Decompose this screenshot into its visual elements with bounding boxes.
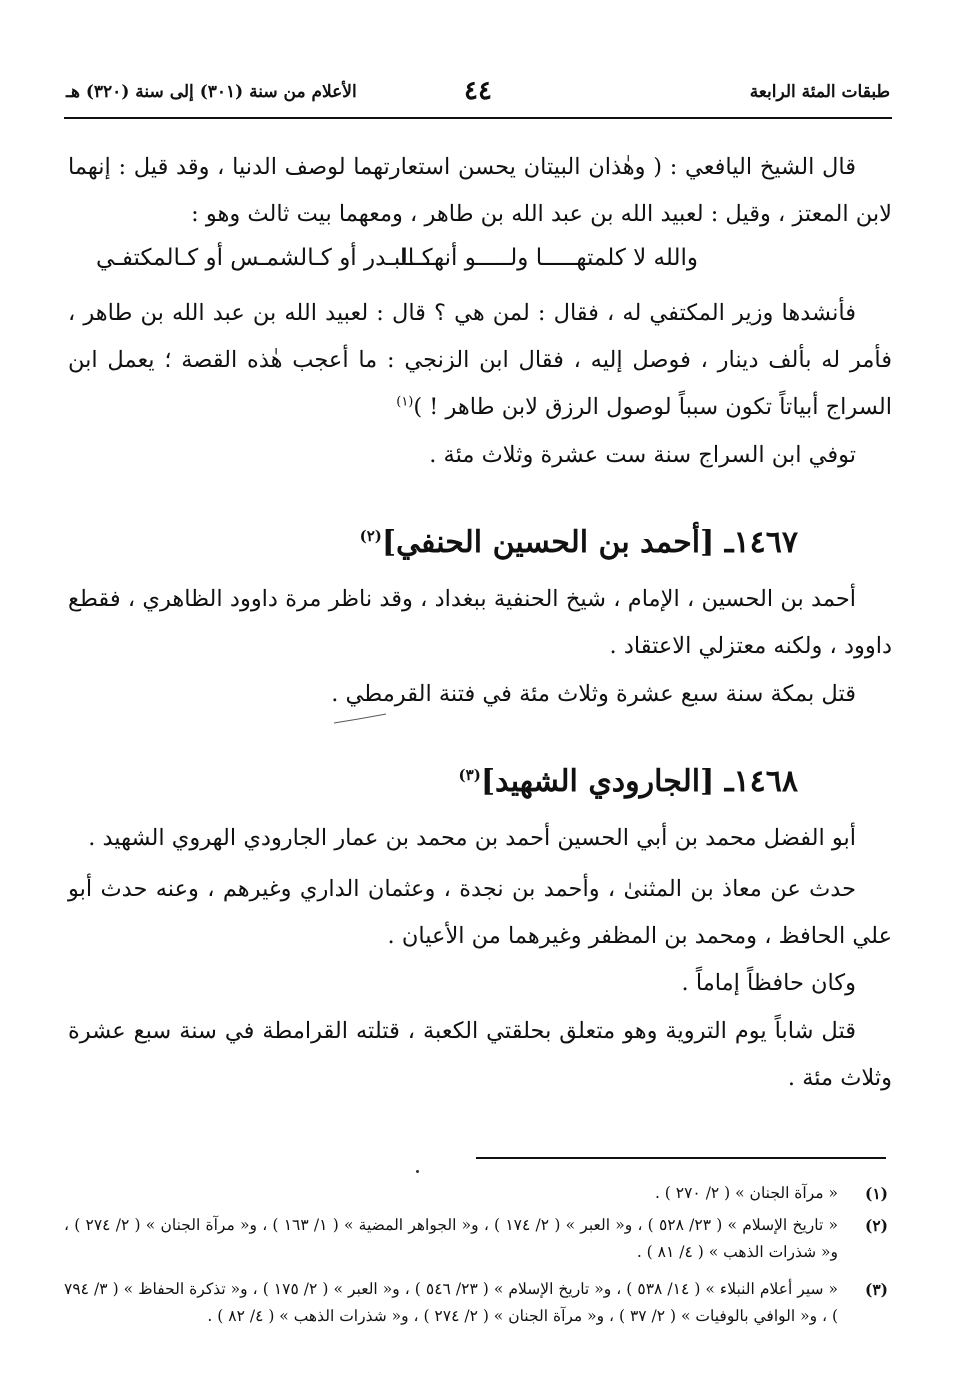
entry-1467-paragraph-1: أحمد بن الحسين ، الإمام ، شيخ الحنفية ببغداد ، وقد ناظر مرة داوود الظاهري ، فقطع داوود ، ولكنه معتزلي الاعتقاد . — [68, 586, 892, 659]
entry-1468-paragraph-3: وكان حافظاً إماماً . — [681, 970, 856, 996]
ink-speck — [416, 1170, 419, 1173]
footnote-marker-3: (٣) — [458, 766, 481, 784]
footnote-3 — [64, 1276, 888, 1330]
running-header-section: الأعلام من سنة (٣٠١) إلى سنة (٣٢٠) هـ — [66, 82, 357, 102]
footnote-marker-2: (٢) — [359, 527, 382, 545]
footnote-text: « سير أعلام النبلاء » ( ١٤/ ٥٣٨ ) ، و« تاريخ الإسلام » ( ٢٣/ ٥٤٦ ) ، و« العبر » ( ٢/ ١٧٥ ) ، و« تذكرة الحفاظ » ( ٣/ ٧٩٤ ) ، و« الوافي بالوفيات » ( ٢/ ٣٧ ) ، و« مرآة الجنان » ( ٢/ ٢٧٤ ) ، و« شذرات الذهب » ( ٤/ ٨٢ ) . — [64, 1280, 839, 1325]
verse-first-hemistich: والله لا كلمتهـــــا ولـــــو أنهــــا — [400, 245, 698, 271]
entry-heading-1467 — [0, 518, 956, 568]
footnote-marker-1: (١) — [396, 394, 414, 410]
entry-1468-paragraph-1: أبو الفضل محمد بن أبي الحسين أحمد بن محمد بن عمار الجارودي الهروي الشهيد . — [88, 825, 856, 851]
header-rule — [64, 117, 892, 119]
footnote-1 — [64, 1180, 888, 1207]
footnote-number: (٢) — [864, 1216, 888, 1235]
entry-heading-1468-text: ١٤٦٨ـ [الجارودي الشهيد] — [480, 764, 798, 799]
footnote-text: « مرآة الجنان » ( ٢/ ٢٧٠ ) . — [654, 1184, 838, 1202]
running-header-book-title: طبقات المئة الرابعة — [749, 82, 890, 102]
entry-heading-1467-text: ١٤٦٧ـ [أحمد بن الحسين الحنفي] — [381, 525, 798, 560]
paragraph-vizier-story — [68, 290, 892, 431]
entry-1468-paragraph-2: حدث عن معاذ بن المثنىٰ ، وأحمد بن نجدة ، وعثمان الداري وغيرهم ، وعنه حدث أبو علي الحافظ ، ومحمد بن المظفر وغيرهما من الأعيان . — [68, 876, 892, 949]
entry-1468-paragraph-4: قتل شاباً يوم التروية وهو متعلق بحلقتي الكعبة ، قتلته القرامطة في سنة سبع عشرة وثلاث مئة . — [68, 1018, 892, 1091]
pen-stroke-mark — [332, 713, 388, 725]
footnote-number: (٣) — [864, 1280, 888, 1299]
verse-second-hemistich: كـالبـدر أو كـالشمـس أو كـالمكتفـي — [96, 245, 433, 271]
paragraph-vizier-story-text: فأنشدها وزير المكتفي له ، فقال : لمن هي ؟ قال : لعبيد الله بن عبد الله بن طاهر ، فأمر له بألف دينار ، فوصل إليه ، فقال ابن الزنجي : ما أعجب هٰذه القصة ؛ يعمل ابن السراج أبياتاً تكون سبباً لوصول الرزق لابن طاهر ! ) — [68, 300, 892, 420]
entry-heading-1468 — [0, 757, 956, 807]
footnote-rule — [476, 1157, 886, 1159]
entry-1467-paragraph-2: قتل بمكة سنة سبع عشرة وثلاث مئة في فتنة القرمطي . — [331, 681, 856, 707]
footnote-number: (١) — [864, 1184, 888, 1203]
footnote-text: « تاريخ الإسلام » ( ٢٣/ ٥٢٨ ) ، و« العبر » ( ٢/ ١٧٤ ) ، و« الجواهر المضية » ( ١/ ١٦٣ ) ، و« مرآة الجنان » ( ٢/ ٢٧٤ ) ، و« شذرات الذهب » ( ٤/ ٨١ ) . — [64, 1216, 838, 1261]
paragraph-yafii-quote: قال الشيخ اليافعي : ( وهٰذان البيتان يحسن استعارتهما لوصف الدنيا ، وقد قيل : إنهما لابن المعتز ، وقيل : لعبيد الله بن عبد الله بن طاهر ، ومعهما بيت ثالث وهو : — [68, 154, 892, 227]
footnote-2 — [64, 1212, 888, 1266]
paragraph-death-note: توفي ابن السراج سنة ست عشرة وثلاث مئة . — [429, 442, 856, 468]
page-number: ٤٤ — [464, 76, 492, 106]
